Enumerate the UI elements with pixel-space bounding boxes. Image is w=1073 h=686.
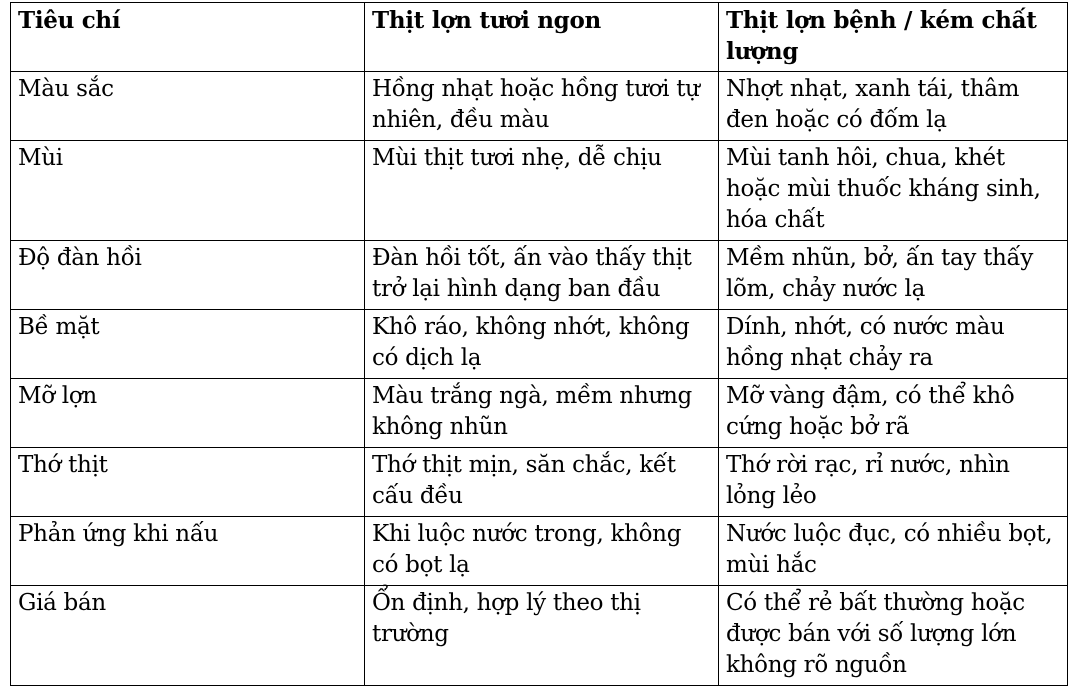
criteria-cell: Màu sắc <box>11 72 365 141</box>
header-bad-pork: Thịt lợn bệnh / kém chất lượng <box>719 3 1068 72</box>
fresh-cell: Mùi thịt tươi nhẹ, dễ chịu <box>365 141 719 241</box>
criteria-cell: Độ đàn hồi <box>11 241 365 310</box>
fresh-cell: Khi luộc nước trong, không có bọt lạ <box>365 517 719 586</box>
fresh-cell: Thớ thịt mịn, săn chắc, kết cấu đều <box>365 448 719 517</box>
table-row <box>11 448 1068 517</box>
table-row <box>11 72 1068 141</box>
header-fresh-pork: Thịt lợn tươi ngon <box>365 3 719 72</box>
table-row <box>11 310 1068 379</box>
bad-cell: Mỡ vàng đậm, có thể khô cứng hoặc bở rã <box>719 379 1068 448</box>
fresh-cell: Hồng nhạt hoặc hồng tươi tự nhiên, đều màu <box>365 72 719 141</box>
table-row <box>11 241 1068 310</box>
table-row <box>11 379 1068 448</box>
criteria-cell: Bề mặt <box>11 310 365 379</box>
bad-cell: Mềm nhũn, bở, ấn tay thấy lõm, chảy nước lạ <box>719 241 1068 310</box>
bad-cell: Dính, nhớt, có nước màu hồng nhạt chảy ra <box>719 310 1068 379</box>
criteria-cell: Mùi <box>11 141 365 241</box>
fresh-cell: Đàn hồi tốt, ấn vào thấy thịt trở lại hình dạng ban đầu <box>365 241 719 310</box>
bad-cell: Mùi tanh hôi, chua, khét hoặc mùi thuốc kháng sinh, hóa chất <box>719 141 1068 241</box>
table-row <box>11 517 1068 586</box>
header-criteria: Tiêu chí <box>11 3 365 72</box>
criteria-cell: Thớ thịt <box>11 448 365 517</box>
criteria-cell: Mỡ lợn <box>11 379 365 448</box>
fresh-cell: Ổn định, hợp lý theo thị trường <box>365 586 719 686</box>
fresh-cell: Màu trắng ngà, mềm nhưng không nhũn <box>365 379 719 448</box>
criteria-cell: Giá bán <box>11 586 365 686</box>
header-row <box>11 3 1068 72</box>
table-row <box>11 141 1068 241</box>
bad-cell: Có thể rẻ bất thường hoặc được bán với số lượng lớn không rõ nguồn <box>719 586 1068 686</box>
criteria-cell: Phản ứng khi nấu <box>11 517 365 586</box>
fresh-cell: Khô ráo, không nhớt, không có dịch lạ <box>365 310 719 379</box>
table-row <box>11 586 1068 686</box>
bad-cell: Thớ rời rạc, rỉ nước, nhìn lỏng lẻo <box>719 448 1068 517</box>
comparison-table <box>10 2 1068 686</box>
bad-cell: Nước luộc đục, có nhiều bọt, mùi hắc <box>719 517 1068 586</box>
bad-cell: Nhợt nhạt, xanh tái, thâm đen hoặc có đốm lạ <box>719 72 1068 141</box>
